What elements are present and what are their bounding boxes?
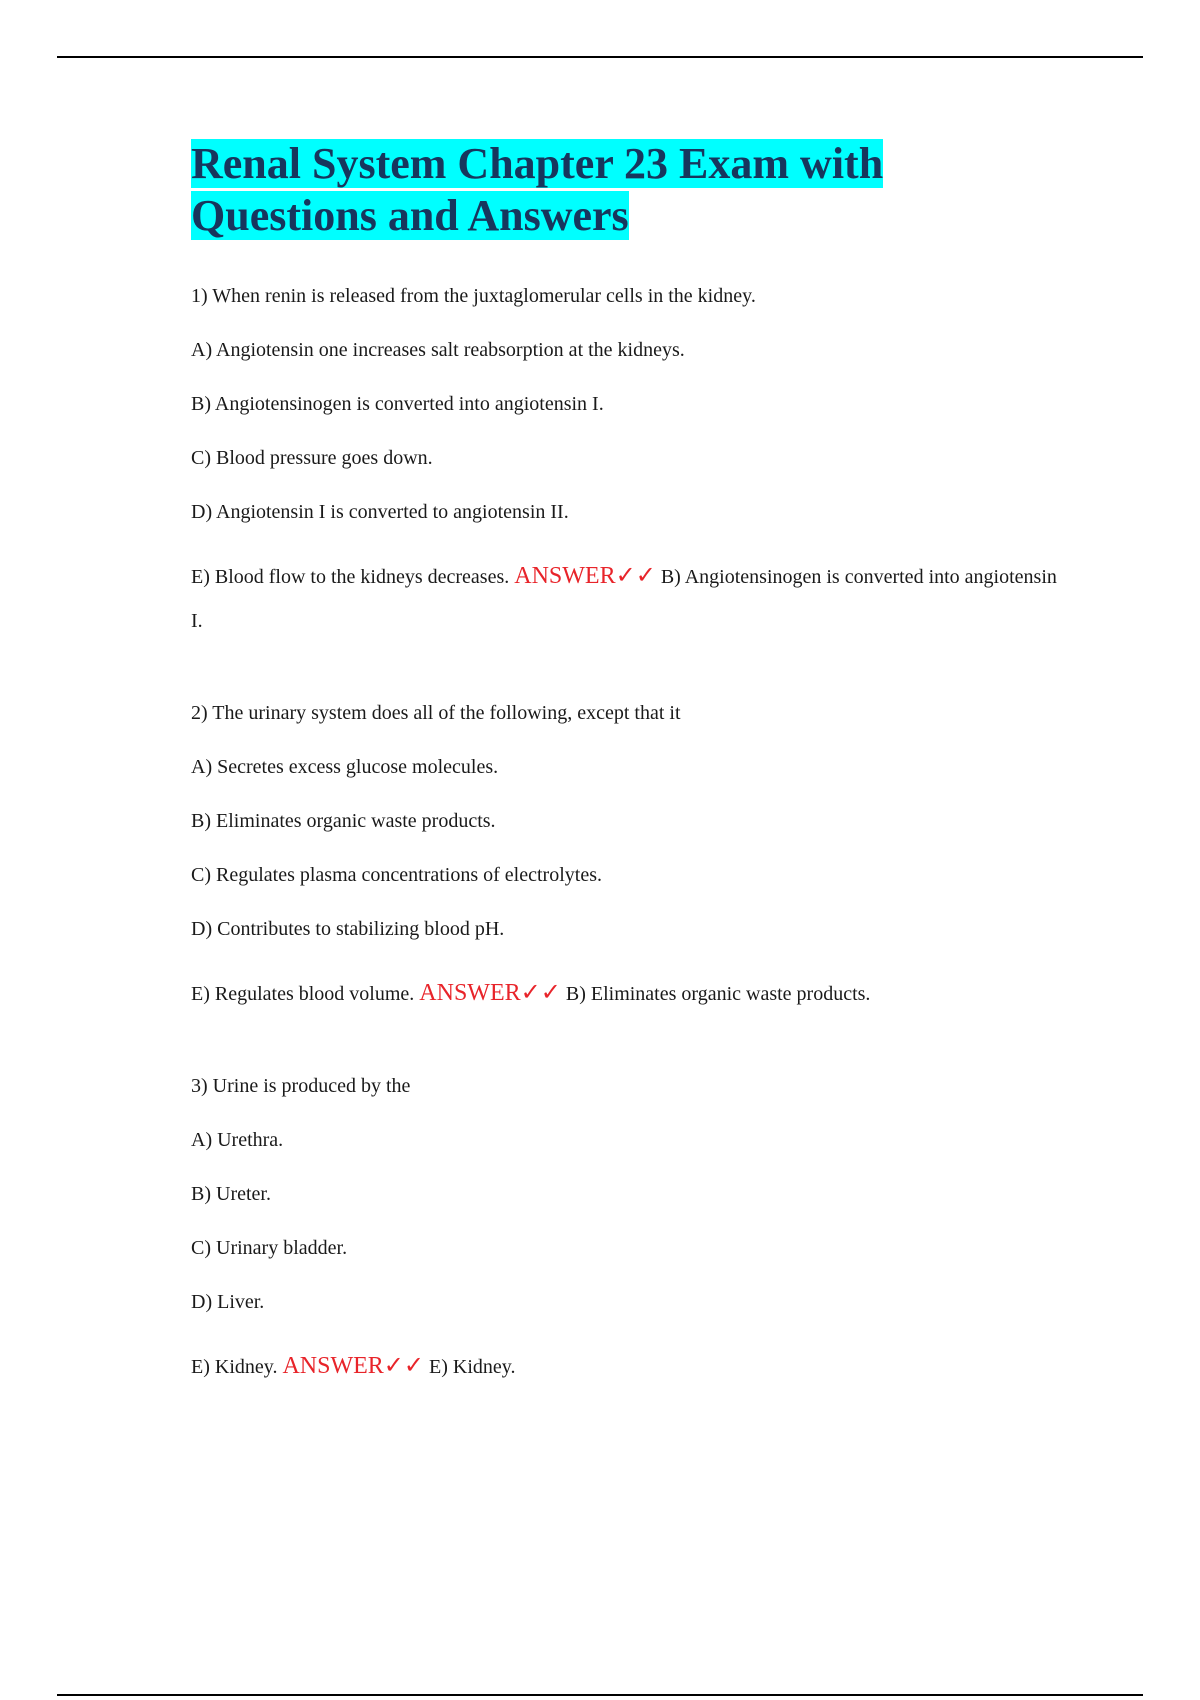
answer-label: ANSWER✓✓ [419, 980, 561, 1006]
answer-label: ANSWER✓✓ [282, 1353, 425, 1379]
option-b: B) Angiotensinogen is converted into angiotensin I. [191, 393, 604, 415]
question-list [191, 284, 1071, 1389]
option-e-with-answer [191, 971, 1071, 1016]
option-e-with-answer [191, 554, 1071, 643]
document-title [191, 138, 1071, 242]
question-2 [191, 701, 1071, 1016]
option-e: E) Kidney. [191, 1356, 278, 1378]
answer-label: ANSWER✓✓ [514, 563, 656, 589]
question-prompt: 1) When renin is released from the juxtaglomerular cells in the kidney. [191, 285, 756, 307]
option-b: B) Eliminates organic waste products. [191, 810, 496, 832]
option-e-with-answer [191, 1344, 1071, 1389]
option-a: A) Angiotensin one increases salt reabsorption at the kidneys. [191, 339, 685, 361]
question-prompt: 3) Urine is produced by the [191, 1075, 411, 1097]
option-c: C) Blood pressure goes down. [191, 447, 433, 469]
answer-text: B) Eliminates organic waste products. [565, 983, 871, 1005]
question-1 [191, 284, 1071, 643]
question-prompt: 2) The urinary system does all of the following, except that it [191, 702, 681, 724]
answer-text: E) Kidney. [429, 1356, 516, 1378]
top-rule [57, 56, 1143, 58]
option-b: B) Ureter. [191, 1183, 271, 1205]
question-3 [191, 1074, 1071, 1389]
option-d: D) Angiotensin I is converted to angiotensin II. [191, 501, 569, 523]
document-page [191, 138, 1071, 1447]
option-a: A) Secretes excess glucose molecules. [191, 756, 499, 778]
option-d: D) Liver. [191, 1291, 265, 1313]
title-line-1: Renal System Chapter 23 Exam with [191, 139, 884, 188]
title-line-2: Questions and Answers [191, 191, 629, 240]
option-e: E) Blood flow to the kidneys decreases. [191, 566, 510, 588]
option-c: C) Regulates plasma concentrations of electrolytes. [191, 864, 602, 886]
answer-text: B) Angiotensinogen is converted into angiotensin I. [191, 566, 1057, 632]
option-d: D) Contributes to stabilizing blood pH. [191, 918, 505, 940]
option-c: C) Urinary bladder. [191, 1237, 348, 1259]
bottom-rule [57, 1694, 1143, 1696]
option-e: E) Regulates blood volume. [191, 983, 415, 1005]
option-a: A) Urethra. [191, 1129, 284, 1151]
